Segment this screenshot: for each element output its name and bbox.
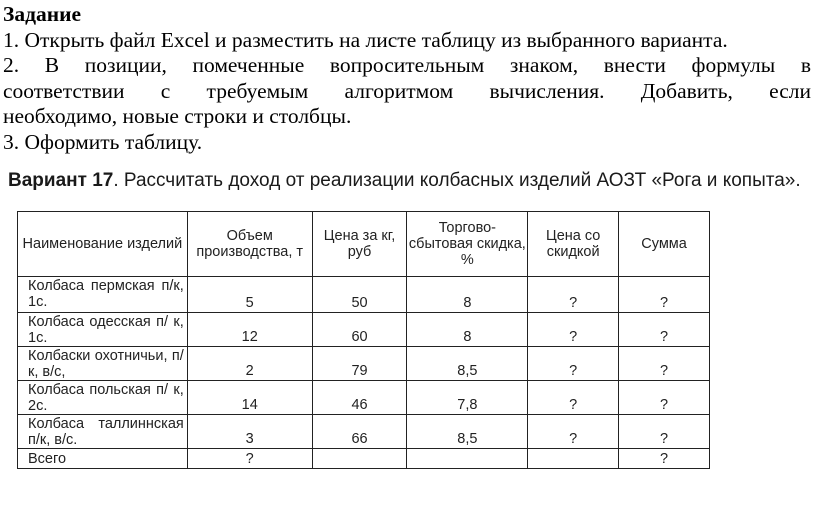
header-volume: Объем производства, т	[187, 212, 312, 277]
cell-name: Колбаса польская п/ к, 2с.	[18, 381, 188, 415]
cell-name: Колбаса одесская п/ к, 1с.	[18, 313, 188, 347]
total-label: Всего	[18, 449, 188, 469]
task-step-2-line-3: необходимо, новые строки и столбцы.	[3, 104, 352, 128]
cell-discount: 8,5	[407, 415, 528, 449]
total-row	[18, 449, 710, 469]
variant-heading	[8, 170, 801, 192]
total-discount	[407, 449, 528, 469]
cell-volume: 2	[187, 347, 312, 381]
variant-label: Вариант 17	[8, 170, 114, 191]
cell-name: Колбаса пермская п/к, 1с.	[18, 277, 188, 313]
cell-discounted-price: ?	[528, 347, 619, 381]
task-step-3: 3. Оформить таблицу.	[3, 129, 203, 154]
cell-discount: 8	[407, 277, 528, 313]
total-sum: ?	[619, 449, 710, 469]
table-row	[18, 277, 710, 313]
task-step-2-line-1: 2. В позиции, помеченные вопросительным знаком, внести формулы в	[3, 53, 811, 77]
cell-discount: 8,5	[407, 347, 528, 381]
total-volume: ?	[187, 449, 312, 469]
cell-discounted-price: ?	[528, 381, 619, 415]
cell-price: 50	[312, 277, 407, 313]
cell-sum: ?	[619, 313, 710, 347]
cell-volume: 14	[187, 381, 312, 415]
task-title: Задание	[3, 2, 82, 26]
table-row	[18, 347, 710, 381]
cell-volume: 12	[187, 313, 312, 347]
task-text	[3, 2, 811, 155]
cell-discount: 8	[407, 313, 528, 347]
table-row	[18, 313, 710, 347]
cell-sum: ?	[619, 415, 710, 449]
header-name: Наименование изделий	[18, 212, 188, 277]
cell-sum: ?	[619, 381, 710, 415]
total-price	[312, 449, 407, 469]
cell-sum: ?	[619, 277, 710, 313]
table-header-row	[18, 212, 710, 277]
revenue-table	[17, 211, 710, 469]
cell-price: 79	[312, 347, 407, 381]
cell-sum: ?	[619, 347, 710, 381]
header-discount: Торгово-сбытовая скидка, %	[407, 212, 528, 277]
cell-volume: 5	[187, 277, 312, 313]
cell-discounted-price: ?	[528, 313, 619, 347]
cell-name: Колбаски охотничьи, п/к, в/с,	[18, 347, 188, 381]
cell-price: 66	[312, 415, 407, 449]
table-row	[18, 415, 710, 449]
cell-price: 46	[312, 381, 407, 415]
header-sum: Сумма	[619, 212, 710, 277]
cell-discounted-price: ?	[528, 277, 619, 313]
task-step-2-line-2: соответствии с требуемым алгоритмом вычисления. Добавить, если	[3, 78, 811, 103]
variant-description: . Рассчитать доход от реализации колбасных изделий АОЗТ «Рога и копыта».	[113, 170, 801, 191]
cell-discount: 7,8	[407, 381, 528, 415]
header-discounted-price: Цена со скидкой	[528, 212, 619, 277]
cell-volume: 3	[187, 415, 312, 449]
task-step-1: 1. Открыть файл Excel и разместить на листе таблицу из выбранного варианта.	[3, 27, 728, 52]
header-price: Цена за кг, руб	[312, 212, 407, 277]
cell-discounted-price: ?	[528, 415, 619, 449]
cell-name: Колбаса таллиннская п/к, в/с.	[18, 415, 188, 449]
cell-price: 60	[312, 313, 407, 347]
total-discounted-price	[528, 449, 619, 469]
table-row	[18, 381, 710, 415]
